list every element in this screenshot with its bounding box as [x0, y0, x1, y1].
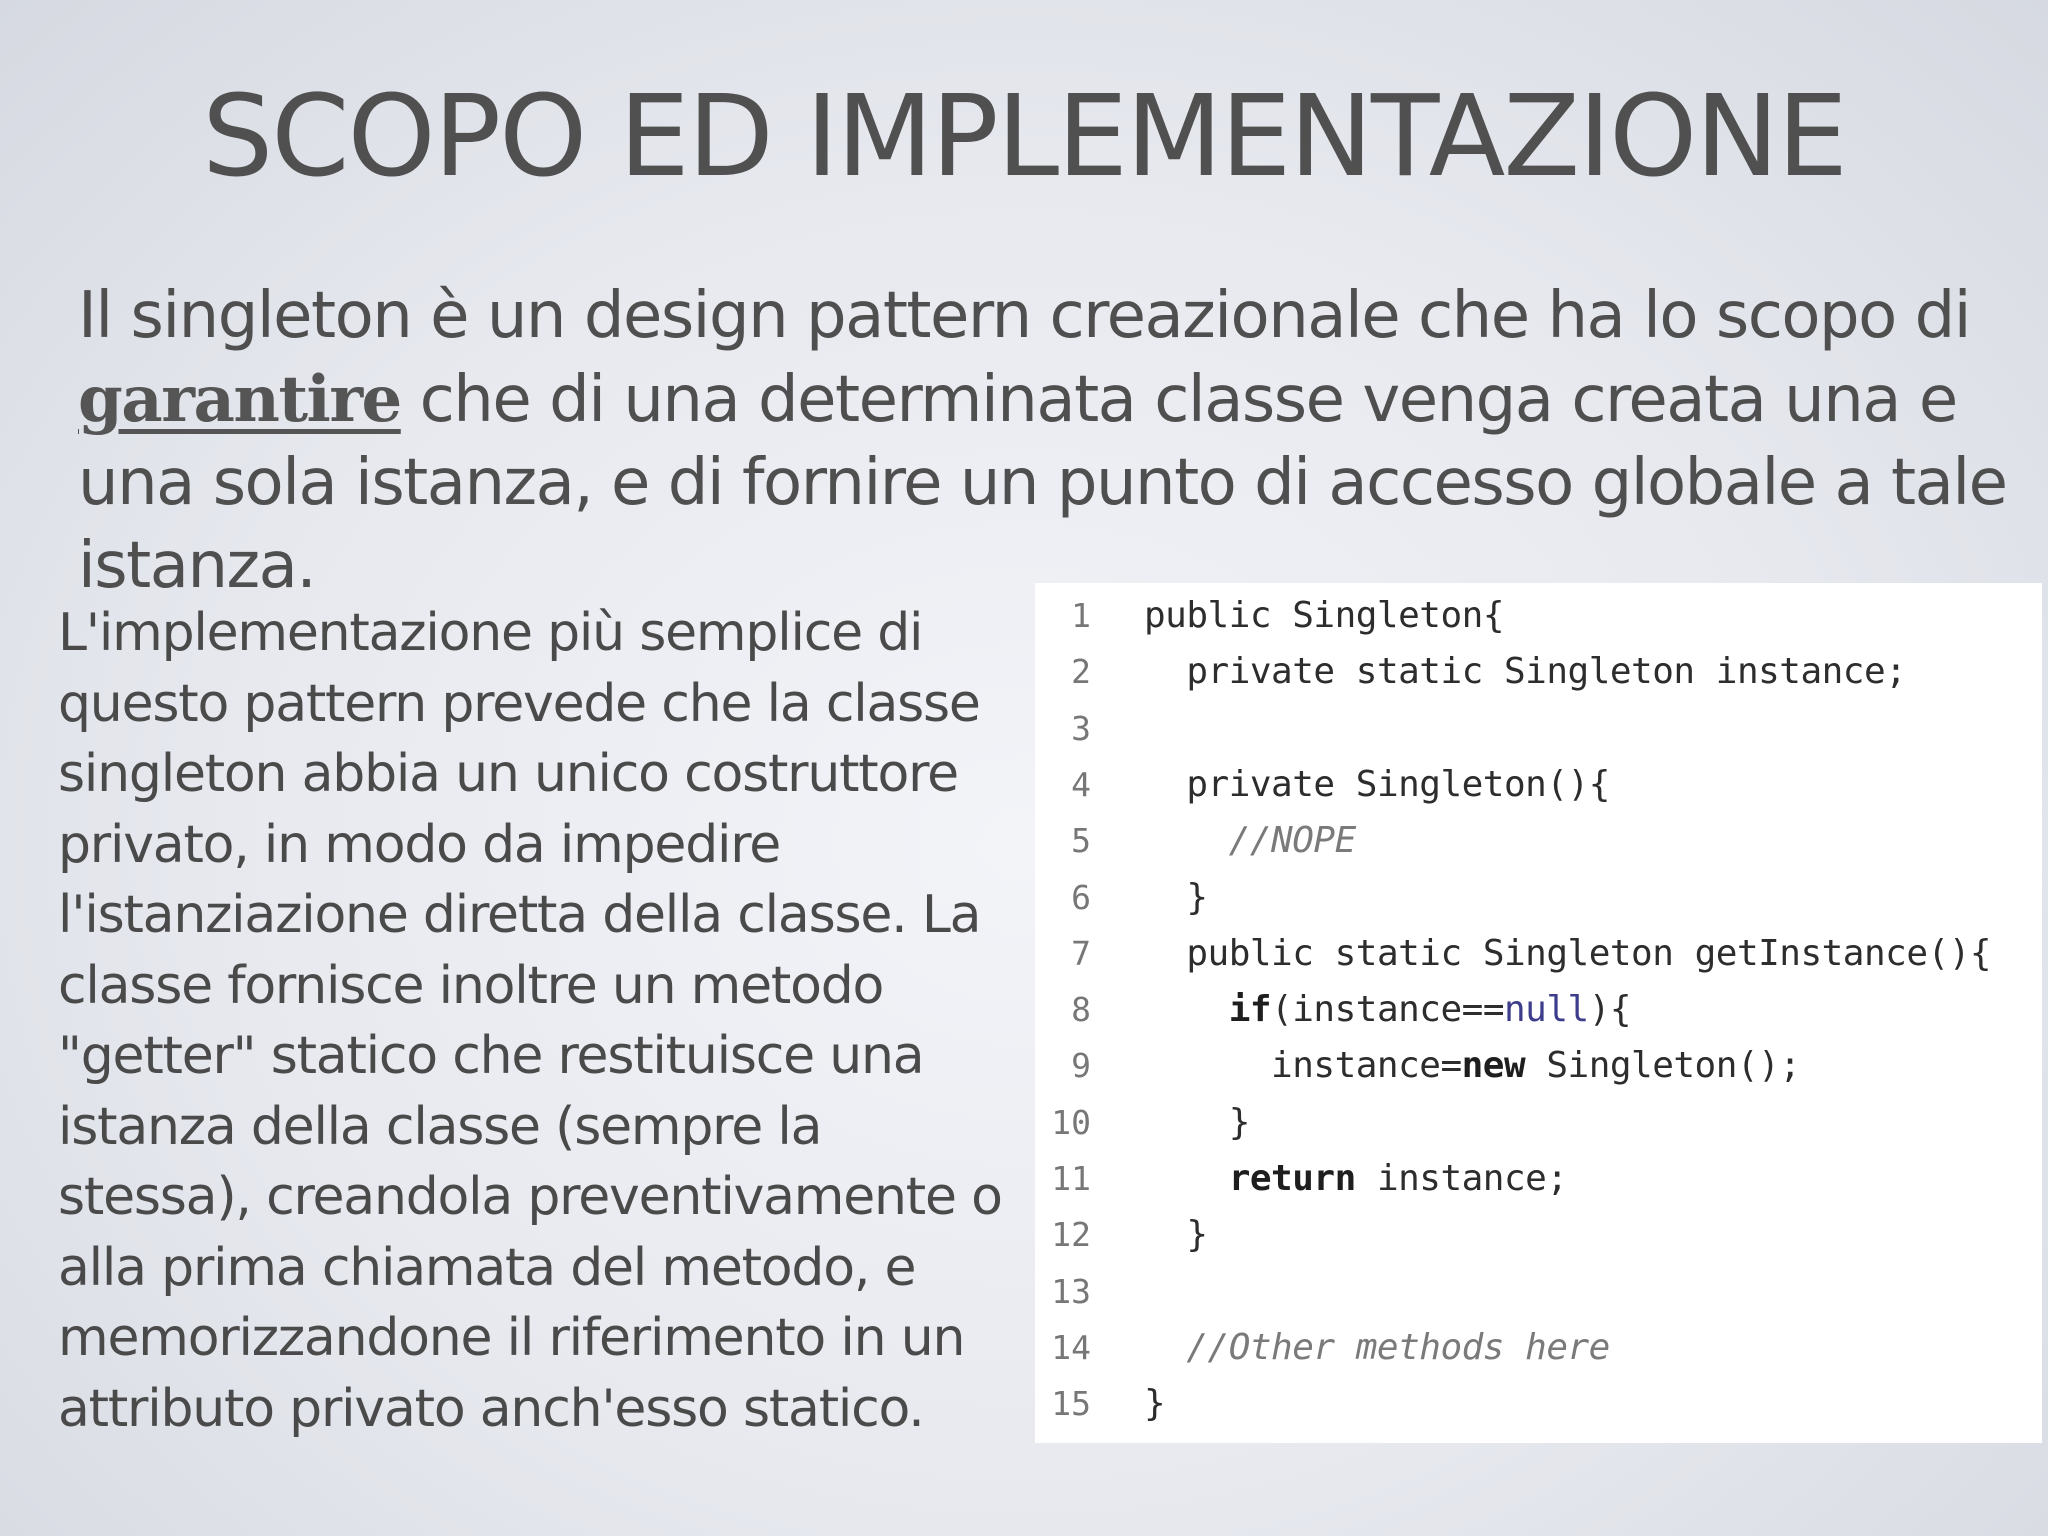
code-text: public static Singleton getInstance(){: [1186, 932, 1992, 974]
code-snippet: [1035, 583, 2042, 1443]
line-number: 10: [1051, 1102, 1091, 1142]
line-number: 15: [1051, 1384, 1091, 1424]
description-paragraph: L'implementazione più semplice di questo pattern prevede che la classe singleton abbia un unico costruttore privato, in modo da impedire l'istanziazione diretta della classe. La classe fornisce inoltre un metodo "getter" statico che restituisce una istanza della classe (sempre la stessa), creandola preventivamente o alla prima chiamata del metodo, e memorizzandone il riferimento in un attributo privato anch'esso statico.: [58, 603, 1002, 1439]
code-text: if(instance==null){: [1228, 989, 1632, 1031]
code-text: }: [1144, 876, 1208, 918]
code-text: }: [1144, 1101, 1250, 1143]
intro-paragraph: [78, 275, 2008, 608]
code-text: private Singleton(){: [1186, 763, 1610, 805]
intro-emphasis: garantire: [78, 362, 401, 437]
code-text: public Singleton{: [1144, 595, 1504, 636]
line-number: 3: [1071, 708, 1091, 748]
code-text: instance=new Singleton();: [1271, 1045, 1801, 1087]
line-number: 7: [1071, 933, 1091, 973]
line-number: 6: [1071, 877, 1091, 917]
slide-title: SCOPO ED IMPLEMENTAZIONE: [202, 72, 1846, 202]
code-text: return instance;: [1228, 1158, 1568, 1199]
code-text: }: [1144, 1383, 1166, 1425]
code-text: private static Singleton instance;: [1186, 651, 1907, 693]
intro-text-after: che di una determinata classe venga creata una e una sola istanza, e di fornire un punto di accesso globale a tale istanza.: [78, 363, 2007, 603]
line-number: 13: [1051, 1271, 1091, 1311]
code-text: }: [1144, 1214, 1208, 1256]
line-number: 8: [1071, 990, 1091, 1030]
code-text: //Other methods here: [1186, 1326, 1610, 1368]
line-number: 12: [1051, 1215, 1091, 1255]
code-text: //NOPE: [1228, 820, 1356, 862]
line-number: 14: [1051, 1327, 1091, 1367]
line-number: 9: [1071, 1046, 1091, 1086]
line-number: 11: [1051, 1159, 1091, 1198]
line-number: 1: [1071, 596, 1091, 635]
line-number: 5: [1071, 821, 1091, 861]
line-number: 4: [1071, 764, 1091, 804]
intro-text-before: Il singleton è un design pattern creazionale che ha lo scopo di: [78, 279, 1971, 353]
line-number: 2: [1071, 652, 1091, 692]
